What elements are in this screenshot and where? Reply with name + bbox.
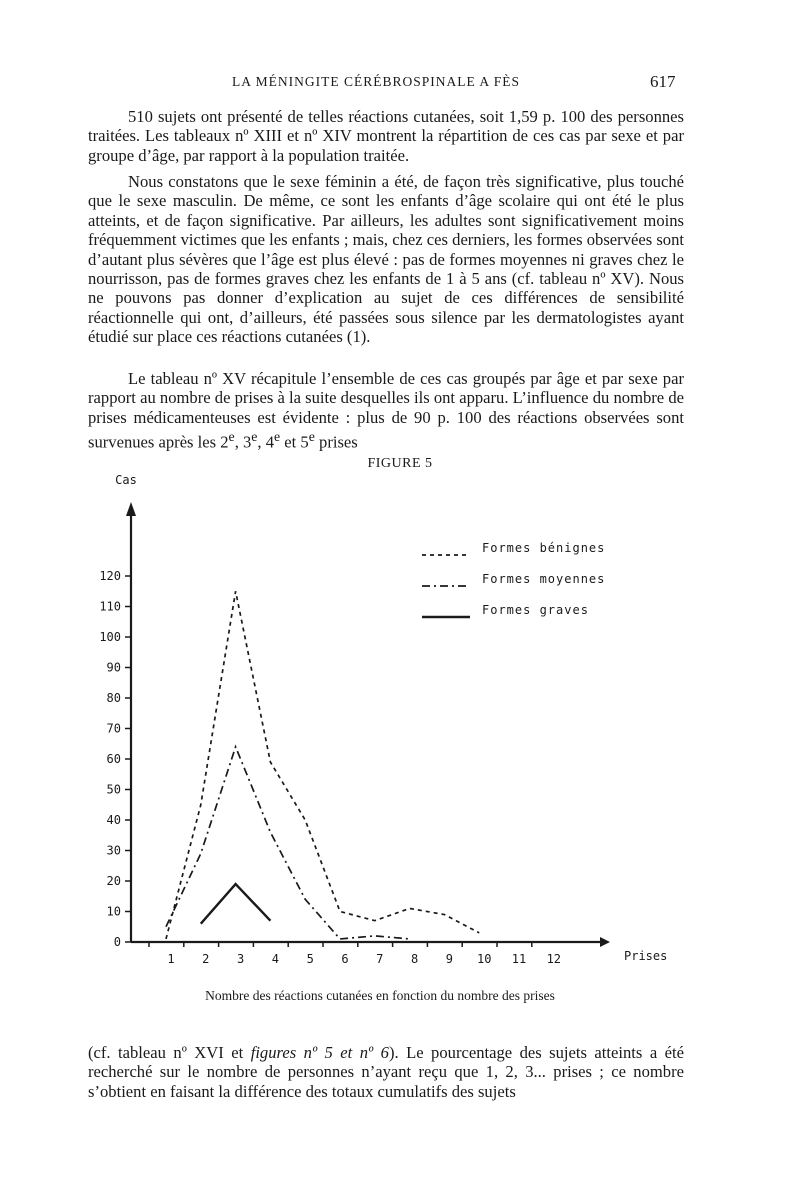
y-tick-label: 90 (106, 660, 121, 675)
x-tick-label: 8 (410, 952, 419, 966)
y-tick-label: 120 (99, 569, 121, 583)
paragraph-1: 510 sujets ont présenté de telles réactions cutanées, soit 1,59 p. 100 des personnes traitées. Les tableaux nº XIII et nº XIV montrent la répartition de ces cas par sexe et par groupe d’âge, par rapport à la population traitée. (88, 107, 684, 165)
ordinal-suffix: e (228, 429, 235, 445)
x-tick-label: 2 (202, 952, 210, 966)
paragraph-4-text: (cf. tableau nº XVI et (88, 1043, 251, 1062)
paragraph-3-text: Le tableau nº XV récapitule l’ensemble de ces cas groupés par âge et par sexe par rapport au nombre de prises à la suite desquelles ils ont apparu. L’influence du nombre de prises médicamenteuses est évidente : plus de 90 p. 100 des réactions observées sont survenues après les 2 (88, 369, 684, 452)
y-axis-arrowhead (126, 502, 136, 516)
legend-label: Formes moyennes (482, 572, 606, 586)
figure-reference: figures nº 5 et nº 6 (250, 1043, 389, 1062)
y-tick-label: 70 (106, 721, 121, 736)
y-tick-label: 0 (113, 935, 121, 949)
figure-label: FIGURE 5 (367, 456, 433, 471)
y-tick-label: 110 (99, 599, 121, 614)
x-tick-label: 1 (167, 952, 175, 966)
x-tick-label: 12 (546, 952, 562, 966)
y-tick-label: 40 (106, 813, 121, 827)
figure-5-chart (0, 470, 800, 990)
figure-caption: Nombre des réactions cutanées en fonction du nombre des prises (205, 988, 555, 1003)
y-tick-label: 10 (106, 904, 121, 919)
legend-label: Formes graves (482, 603, 589, 617)
x-tick-label: 11 (511, 952, 527, 966)
paragraph-3 (88, 369, 684, 452)
paragraph-3-text: et 5 (280, 432, 309, 452)
x-axis-arrowhead (600, 937, 610, 947)
y-tick-label: 30 (106, 843, 121, 858)
y-tick-label: 80 (106, 691, 121, 705)
legend-label: Formes bénignes (482, 541, 606, 555)
x-tick-label: 3 (236, 952, 245, 966)
y-axis-label: Cas (115, 473, 137, 487)
series-line-3 (201, 884, 271, 924)
x-axis-label: Prises (624, 949, 668, 963)
series-line-2 (166, 747, 410, 939)
x-tick-label: 9 (445, 952, 454, 966)
paragraph-3-text: prises (314, 432, 358, 452)
ordinal-suffix: e (274, 429, 281, 445)
x-tick-label: 10 (476, 952, 492, 966)
y-tick-label: 100 (99, 630, 121, 644)
ordinal-suffix: e (308, 429, 315, 445)
paragraph-4-text: ). Le pourcentage des sujets atteints a été recherché sur le nombre de personnes n’ayant reçu que 1, 2, 3... prises ; ce nombre s’obtient en faisant la différence des totaux cumulatifs des sujets (88, 1043, 684, 1101)
x-tick-label: 6 (341, 952, 349, 966)
paragraph-3-text: , 4 (257, 432, 275, 452)
running-head (0, 72, 800, 94)
x-tick-label: 4 (271, 952, 280, 966)
ordinal-suffix: e (251, 429, 258, 445)
x-tick-label: 7 (376, 952, 384, 966)
page-number: 617 (650, 72, 676, 91)
paragraph-2: Nous constatons que le sexe féminin a été, de façon très significative, plus touché que le sexe masculin. De même, ce sont les enfants d’âge scolaire qui ont été le plus atteints, et de façon significative. Par ailleurs, les adultes sont significativement moins fréquemment victimes que les enfants ; mais, chez ces derniers, les formes observées sont d’autant plus sévères que l’âge est plus élevé : pas de formes moyennes ni graves chez le nourrisson, pas de formes graves chez les enfants de 1 à 5 ans (cf. tableau nº XV). Nous ne pouvons pas donner d’explication au sujet de ces différences de sensibilité réactionnelle qui ont, d’ailleurs, été passées sous silence par les dermatologistes ayant étudié sur place ces réactions cutanées (1). (88, 172, 684, 347)
paragraph-3-text: , 3 (234, 432, 252, 452)
y-tick-label: 50 (106, 782, 121, 797)
y-tick-label: 60 (106, 752, 121, 766)
x-tick-label: 5 (306, 952, 314, 966)
paragraph-4 (88, 1043, 684, 1101)
running-title: LA MÉNINGITE CÉRÉBROSPINALE A FÈS (232, 74, 521, 89)
y-tick-label: 20 (106, 874, 121, 888)
series-line-1 (166, 591, 479, 939)
